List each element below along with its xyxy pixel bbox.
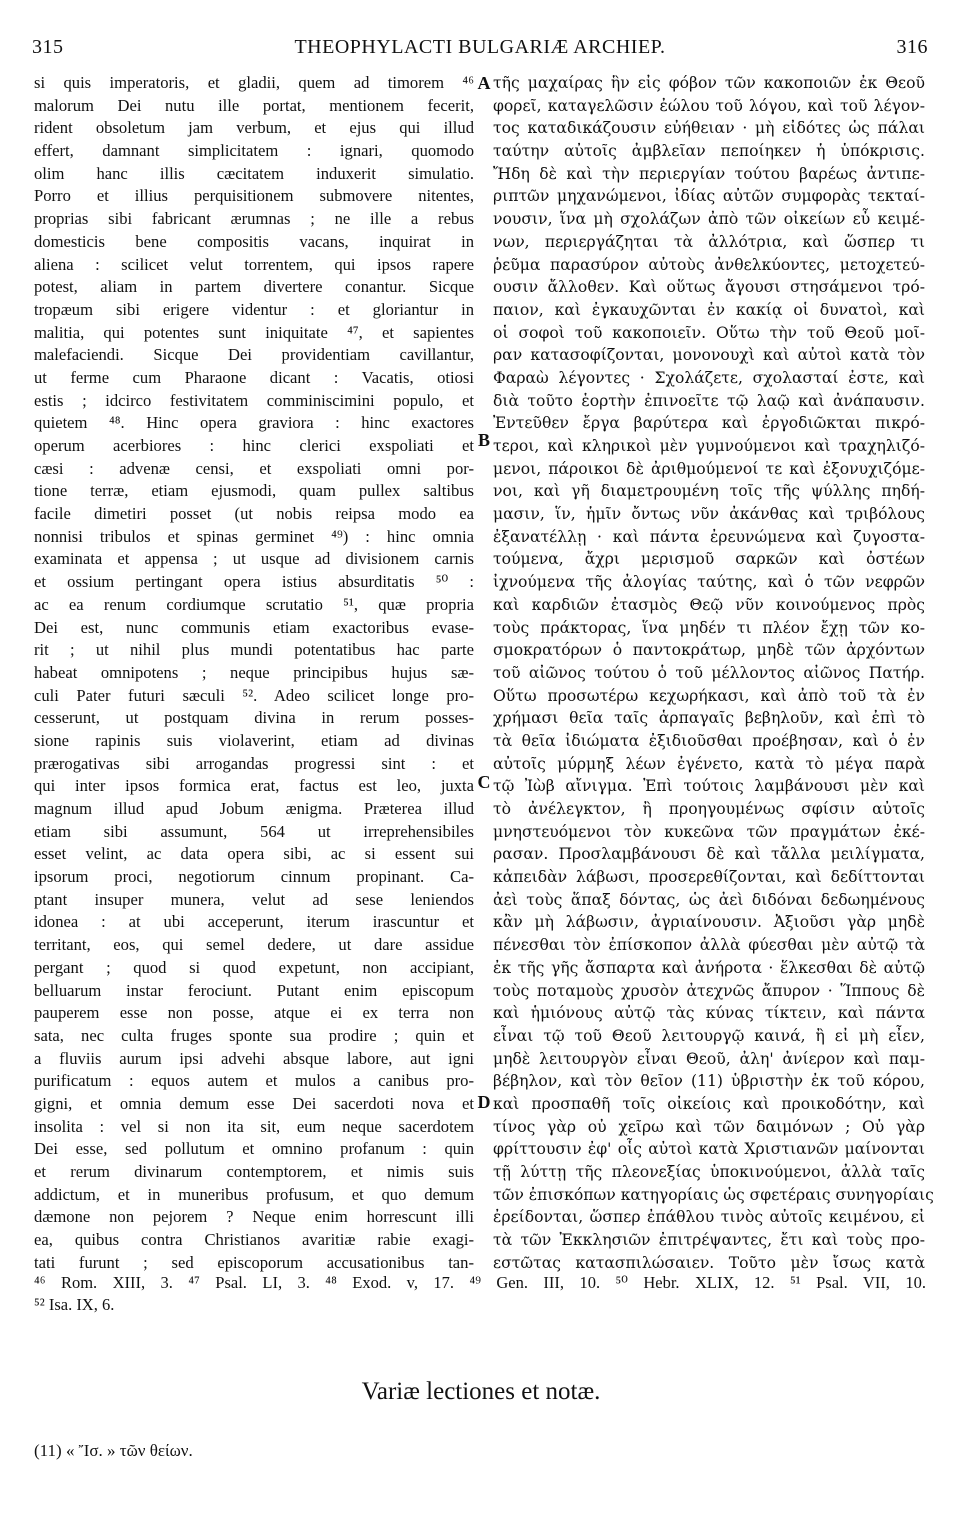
page-number-right: 316: [896, 36, 928, 58]
text-line: potest, aliam in partem divertere conantur. Sicque: [34, 277, 474, 297]
text-line: τοὺς πράκτορας, ἵνα μηδέν τι πλέον ἔχῃ τῶν κο-: [493, 618, 925, 637]
text-line: ipsorum proci, negotiorum cinnum propinant. Ca-: [34, 867, 474, 887]
text-line: ουσιν ἄλλοθεν. Καὶ οὕτως ἄγουσι στησάμενοι τρό-: [493, 278, 925, 297]
text-line: αὐτοῖς μύρμηξ λέων ἐγένετο, κατὰ τὸ μέγα παρὰ: [493, 754, 925, 773]
text-line: ἐξανατέλλῃ · καὶ πάντα ἐρευνώμενα καὶ ζυγοστα-: [493, 527, 925, 546]
text-line: τὰ θεῖα ἰδιώματα ἐξιδιοῦσθαι προέβησαν, καὶ ὁ ἐν: [493, 731, 925, 750]
text-line: malefaciendi. Sicque Dei providentiam cavillantur,: [34, 345, 474, 365]
text-line: νουσιν, ἵνα μὴ σχολάζων ἀπὸ τῶν οἰκείων εὖ κειμέ-: [493, 210, 925, 229]
text-line: purificatum : equos autem et mulos a canibus pro-: [34, 1071, 474, 1091]
text-line: καὶ καρδιῶν ἐτασμὸς Θεῷ νῦν κοινούμενος πρὸς: [493, 595, 925, 614]
text-line: insolita : vel si non ita sit, eum neque sacerdotem: [34, 1116, 474, 1136]
text-line: τῆς μαχαίρας ἣν εἰς φόβον τῶν κακοποιῶν ἐκ Θεοῦ: [493, 74, 925, 92]
running-title: THEOPHYLACTI BULGARIÆ ARCHIEP.: [294, 36, 666, 58]
text-line: τῶν ἐπισκόπων κατηγορίαις ὡς σφετέραις συνηγορίαις: [493, 1185, 934, 1204]
text-line: et ossium pertingant opera istius absurditatis ⁵⁰ :: [34, 572, 474, 592]
text-line: Dei est, nunc communis etiam exactoribus evase-: [34, 617, 474, 637]
text-line: tione terræ, etiam ejusmodi, quam pullex saltibus: [34, 481, 474, 501]
text-line: malitia, qui potentes sunt iniquitate ⁴⁷, et sapientes: [34, 322, 474, 342]
text-line: τῇ λύττῃ τῆς πλεονεξίας ὑποκινούμενοι, ἀλλὰ ταῖς: [493, 1163, 925, 1181]
margin-marker-c: C: [477, 772, 491, 792]
margin-marker-d: D: [477, 1092, 491, 1112]
text-line: ἀεὶ τοὺς ἅπαξ δόντας, ὡς ἀεὶ διδόναι δεδωημένους: [493, 890, 925, 909]
text-line: ac ea renum cordiumque scrutatio ⁵¹, quæ propria: [34, 594, 474, 614]
text-line: qui inter ipsos formica erat, factus est leo, juxta: [34, 776, 474, 796]
text-line: ρασαν. Προσλαμβάνουσι δὲ καὶ τἄλλα μειλίγματα,: [493, 845, 925, 864]
text-line: ριπτῶν μηχανώμενοι, ἰδίας αὐτῶν συμφορὰς τεκταί-: [493, 187, 925, 206]
text-line: πένεσθαι τὸν ἐπίσκοπον ἀλλὰ φύεσθαι μὲν αὐτῷ τὰ: [493, 936, 925, 955]
text-line: Ἐντεῦθεν ἔργα βαρύτερα καὶ ἐργοδιῶκται πικρό-: [493, 414, 925, 433]
text-line: cesserunt, ut postquam divina in rerum posses-: [34, 708, 474, 728]
text-line: malorum Dei nutu ille portat, mentionem fecerit,: [34, 95, 474, 115]
text-line: ταύτην αὐτοῖς ἀμβλεῖαν πεποίηκεν ἡ ὑπόκρισις.: [493, 142, 925, 161]
margin-marker-a: A: [477, 73, 491, 93]
text-line: belluarum instar ferociunt. Putant enim episcopum: [34, 980, 474, 1000]
text-line: παιον, καὶ ἐγκαυχῶνται ἐν κακίᾳ οἱ δυνατοὶ, καὶ: [493, 300, 925, 319]
text-line: μηδὲ λειτουργὸν εἶναι Θεοῦ, ἀλη' ἀνίερον καὶ παμ-: [493, 1049, 925, 1068]
text-line: operum acerbiores : hinc clerici exspoliati et: [34, 436, 474, 455]
text-line: culi Pater futuri sæculi ⁵². Adeo scilicet longe pro-: [34, 685, 474, 705]
text-line: τούμενα, ἄχρι μερισμοῦ σαρκῶν καὶ ὀστέων: [493, 550, 925, 569]
text-line: magnum illud apud Jobum ænigma. Præterea illud: [34, 799, 474, 818]
text-line: Porro et illius perquisitionem submovere nitentes,: [34, 186, 474, 206]
text-line: sione rapinis suis violaverint, etiam ad divinas: [34, 730, 474, 750]
text-line: εἶναι τῷ τοῦ Θεοῦ λειτουργῷ καινά, ἢ εἰ μὴ εἶεν,: [493, 1026, 925, 1045]
text-line: ραν κατασοφίζονται, μονονουχὶ καὶ αὐτοὶ κατὰ τὸν: [493, 346, 925, 365]
text-line: addictum, et in muneribus profusum, et quo demum: [34, 1184, 474, 1204]
footnote-line: ⁴⁶ Rom. XIII, 3. ⁴⁷ Psal. LI, 3. ⁴⁸ Exod. v, 17. ⁴⁹ Gen. III, 10. ⁵⁰ Hebr. XLIX, 12. ⁵¹ Psal. VII, 10.: [34, 1273, 926, 1292]
text-line: μασιν, ἵν, ἡμῖν ὄντως νῦν ἀκάνθας καὶ τριβόλους: [493, 505, 925, 524]
text-line: τοὺς ποταμοὺς χρυσὸν ἀτεχνῶς ἄπυρον · Ἵππους δὲ: [493, 981, 925, 1000]
text-line: estis ; idcirco festivitatem comminiscimini populo, et: [34, 390, 474, 410]
margin-marker-b: B: [477, 430, 490, 450]
page-number-left: 315: [32, 36, 64, 58]
text-line: μνηστευόμενοι τὸν κυκεῶνα τῶν πραγμάτων ἐκέ-: [493, 822, 925, 841]
text-line: εστῶτας κατασπιλώσαιεν. Τοῦτο μὲν ἴσως κατὰ: [493, 1253, 925, 1272]
text-line: quietem ⁴⁸. Hinc opera graviora : hinc exactores: [34, 413, 474, 433]
text-line: φορεῖ, καταγελῶσιν ἐώλου τοῦ λόγου, καὶ τοῦ λέγον-: [493, 96, 925, 115]
text-line: effert, damnant simplicitatem : ignari, quomodo: [34, 141, 474, 161]
text-line: cæsi : advenæ censi, et exspoliati omni por-: [34, 458, 474, 478]
text-line: Ἤδη δὲ καὶ τὴν περιεργίαν τούτου βαρέως ἀντιπε-: [493, 164, 925, 183]
text-line: σμοκρατόρων ὁ παντοκράτωρ, μηδὲ τῶν ἀρχόντων: [493, 641, 925, 660]
text-line: Οὕτω προσωτέρω κεχωρήκασι, καὶ ἀπὸ τοῦ τὰ ἐν: [493, 686, 925, 705]
text-line: τεροι, καὶ κληρικοὶ μὲν γυμνούμενοι καὶ τραχηλιζό-: [493, 437, 925, 455]
text-line: olim hanc illis cæcitatem induxerit simulatio.: [34, 163, 474, 183]
text-line: νοι, καὶ γῆ διαμετρουμένη τοῖς τῆς ψύλλης πηδή-: [493, 482, 925, 501]
footnote-line: ⁵² Isa. IX, 6.: [34, 1295, 115, 1314]
text-line: idonea : at ubi acceperunt, iterum irascuntur et: [34, 912, 474, 932]
text-line: sata, nec culta fruges sponte sua prodire ; quin et: [34, 1025, 474, 1045]
text-line: proprias sibi fabricant ærumnas ; ne ille a rebus: [34, 209, 474, 229]
text-line: pauperem esse non posse, atque ei ex terra non: [34, 1003, 474, 1023]
text-line: κἂν μὴ λάβωσιν, ἀγριαίνουσιν. Ἀξιοῦσι γὰρ μηδὲ: [493, 913, 925, 932]
text-line: φρίττουσιν ἐφ' οἷς αὐτοὶ κατὰ Χριστιανῶν μαίνονται: [493, 1140, 925, 1159]
text-line: gigni, et omnia demum esse Dei sacerdoti nova et: [34, 1093, 474, 1113]
text-line: τὰ τῶν Ἐκκλησιῶν ἐπιτρέψαντες, ἔτι καὶ τοὺς προ-: [493, 1231, 925, 1250]
text-line: καὶ προσπαθῆ τοῖς οἰκείοις καὶ προικοδότην, καὶ: [493, 1094, 925, 1113]
latin-column: [34, 72, 474, 1272]
text-line: τοῦ αἰῶνος τούτου ὁ τοῦ μέλλοντος αἰῶνος Πατήρ.: [493, 663, 925, 682]
text-line: οἱ σοφοὶ τοῦ κακοποιεῖν. Οὕτω τὴν τοῦ Θεοῦ μοῖ-: [493, 323, 925, 342]
text-line: prærogativas sibi arrogandas progressi sint : et: [34, 753, 474, 773]
text-line: μενοι, πάροικοι δὲ ἀριθμούμενοί τε καὶ ἐξονυχιζόμε-: [493, 459, 925, 478]
text-line: tropæum sibi erigere videntur : et gloriantur in: [34, 299, 474, 319]
text-line: habeat omnipotens ; neque principibus hujus sæ-: [34, 662, 474, 682]
text-line: et rerum divinarum contemptorem, et nimis suis: [34, 1162, 474, 1181]
greek-column: [493, 72, 934, 1272]
text-line: examinata et appensa ; ut usque ad divisionem carnis: [34, 549, 474, 569]
text-line: etiam sibi assumunt, 564 ut irreprehensibiles: [34, 821, 474, 841]
text-line: Dei esse, sed pollutum et omnino profanum : quin: [34, 1139, 474, 1159]
variant-note: (11) « Ἴσ. » τῶν θείων.: [34, 1441, 193, 1460]
text-line: ut ferme cum Pharaone dicant : Vacatis, otiosi: [34, 367, 474, 387]
text-line: rident obsoletum jam verbum, et ejus qui illud: [34, 118, 474, 138]
text-line: τίνος γὰρ οὐ χεῖρω καὶ τῶν δαιμόνων ; Οὐ γὰρ: [493, 1117, 925, 1136]
text-line: rit ; ut nihil plus mundi potentatibus hac parte: [34, 640, 474, 660]
text-line: pergant ; quod si quod expetunt, non accipiant,: [34, 957, 474, 977]
text-line: ἰχνούμενα τῆς ἀλογίας ταύτης, καὶ ὁ τῶν νεφρῶν: [493, 573, 925, 592]
text-line: ῥεῦμα παρασύρον αὐτοὺς ἀνθελκύοντες, μετοχετεύ-: [493, 255, 925, 274]
footnotes: [34, 1272, 926, 1316]
text-line: si quis imperatoris, et gladii, quem ad timorem ⁴⁶: [34, 73, 474, 92]
text-line: τος καταδικάζουσιν εὐήθειαν · μὴ εἰδότες ὡς πάλαι: [493, 119, 925, 138]
text-line: ptant insuper munera, velut ad sese leniendos: [34, 889, 474, 909]
text-line: territant, eos, qui semel dedere, ut dare assidue: [34, 935, 474, 955]
section-title: Variæ lectiones et notæ.: [361, 1378, 601, 1405]
text-line: ea, quibus contra Christianos avaritiæ rabie exagi-: [34, 1230, 474, 1250]
text-line: aliena : scilicet velut torrentem, qui ipsos rapere: [34, 254, 474, 274]
text-line: dæmone non pejorem ? Neque enim horrescunt illi: [34, 1207, 474, 1227]
text-line: τὸ ἀνέλεγκτον, ἢ προηγουμένως σφίσιν αὐτοῖς: [493, 800, 925, 818]
text-line: esset velint, ac data opera sibi, ac si essent sui: [34, 844, 474, 864]
text-line: facile dimetiri posset (ut nobis reipsa modo ea: [34, 504, 474, 524]
text-line: tati furunt ; sed episcoporum accusationibus tan-: [34, 1252, 474, 1272]
text-line: ἐρείδονται, ὥσπερ ἐπάθλου τινὸς αὐτοῖς κειμένου, εἰ: [493, 1208, 925, 1227]
text-line: βέβηλον, καὶ τὸν θεῖον (11) ὑβριστὴν ἐκ τοῦ κόρου,: [493, 1072, 925, 1091]
text-line: Φαραὼ λέγοντες · Σχολάζετε, σχολασταί ἐστε, καὶ: [493, 368, 925, 387]
text-line: διὰ τοῦτο ἑορτὴν ἐπινοεῖτε τῷ λαῷ καὶ ἀνάπαυσιν.: [493, 391, 925, 410]
text-line: κἀπειδὰν λάβωσι, προσερεθίζονται, καὶ δεδίττονται: [493, 868, 925, 887]
text-line: τῷ Ἰὼβ αἴνιγμα. Ἐπὶ τούτοις λαμβάνουσι μὲν καὶ: [493, 777, 925, 796]
page-header: [32, 36, 928, 66]
text-line: nonnisi tribulos et spinas germinet ⁴⁹) : hinc omnia: [34, 526, 474, 546]
text-line: ἐκ τῆς γῆς ἄσπαρτα καὶ ἀνήροτα · ἕλκεσθαι δὲ αὐτῷ: [493, 958, 925, 977]
text-line: a fluviis aurum ipsi advehi absque labore, aut igni: [34, 1048, 474, 1068]
text-line: νων, περιεργάζηται τὰ ἀλλότρια, καὶ ὥσπερ τι: [493, 232, 925, 251]
text-line: χρήμασι θεῖα ταῖς ἁρπαγαῖς βεβηλοῦν, καὶ ἐπὶ τὸ: [493, 709, 925, 728]
text-line: domesticis bene compositis vacans, inquirat in: [34, 231, 474, 251]
text-line: καὶ ἡμιόνους αὐτῷ τὰς κύνας τίκτειν, καὶ πάντα: [493, 1004, 925, 1023]
